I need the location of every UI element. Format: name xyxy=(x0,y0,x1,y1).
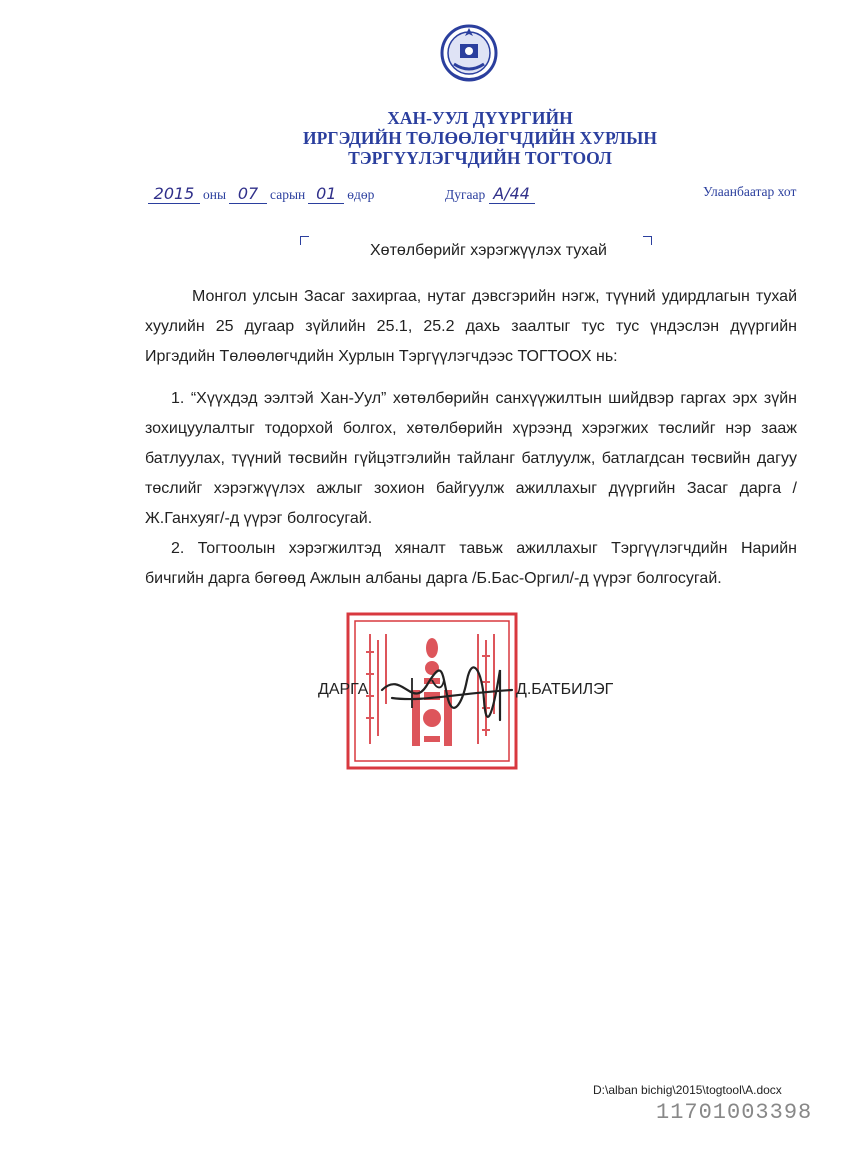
signatory-name: Д.БАТБИЛЭГ xyxy=(516,681,614,698)
document-header xyxy=(300,108,660,168)
registration-number: 11701003398 xyxy=(656,1100,813,1125)
header-line-3: ТЭРГҮҮЛЭГЧДИЙН ТОГТООЛ xyxy=(348,148,612,168)
header-line-2: ИРГЭДИЙН ТӨЛӨӨЛӨГЧДИЙН ХУРЛЫН xyxy=(303,128,657,148)
location: Улаанбаатар хот xyxy=(703,184,797,199)
resolution-item-2: 2. Тогтоолын хэрэгжилтэд хяналт тавьж ажиллахыг Тэргүүлэгчдийн Нарийн бичгийн дарга бөгөөд Ажлын албаны дарга /Б.Бас-Оргил/-д үүрэг болгосугай. xyxy=(145,540,797,587)
subject-corner-right xyxy=(643,236,652,245)
decree-number-line xyxy=(445,184,535,208)
footer-file-path: D:\alban bichig\2015\togtool\A.docx xyxy=(593,1083,782,1097)
header-line-1: ХАН-УУЛ ДҮҮРГИЙН xyxy=(387,108,573,128)
date-day: 01 xyxy=(308,184,344,204)
date-year: 2015 xyxy=(148,184,200,204)
intro-paragraph: Монгол улсын Засаг захиргаа, нутаг дэвсгэрийн нэгж, түүний удирдлагын тухай хуулийн 25 дугаар зүйлийн 25.1, 25.2 дахь заалтыг тус тус үндэслэн дүүргийн Иргэдийн Төлөөлөгчдийн Хурлын Тэргүүлэгчдээс ТОГТООХ нь: xyxy=(145,288,797,365)
signatory-title: ДАРГА xyxy=(318,681,369,698)
date-month: 07 xyxy=(229,184,267,204)
handwritten-signature xyxy=(372,650,522,730)
resolution-item-1: 1. “Хүүхдэд ээлтэй Хан-Уул” хөтөлбөрийн санхүүжилтын шийдвэр гаргах эрх зүйн зохицуулалтыг тодорхой болгох, хөтөлбөрийн хүрээнд хэрэгжих төслийг нэр зааж батлуулах, түүний төсвийн гүйцэтгэлийн тайланг батлуулж, батлагдсан төсвийн дагуу төслийг хэрэгжүүлэх ажлыг зохион байгуулж ажиллахыг дүүргийн Засаг дарга /Ж.Ганхуяг/-д үүрэг болгосугай. xyxy=(145,390,797,527)
decree-number: А/44 xyxy=(489,184,535,204)
date-year-label: оны xyxy=(203,187,227,202)
document-subject: Хөтөлбөрийг хэрэгжүүлэх тухай xyxy=(370,242,607,259)
document-body xyxy=(145,282,797,594)
date-line xyxy=(148,184,377,208)
date-month-label: сарын xyxy=(270,187,306,202)
decree-number-label: Дугаар xyxy=(445,187,486,202)
subject-corner-left xyxy=(300,236,309,245)
date-day-label: өдөр xyxy=(347,187,375,202)
state-emblem-icon xyxy=(440,20,498,86)
